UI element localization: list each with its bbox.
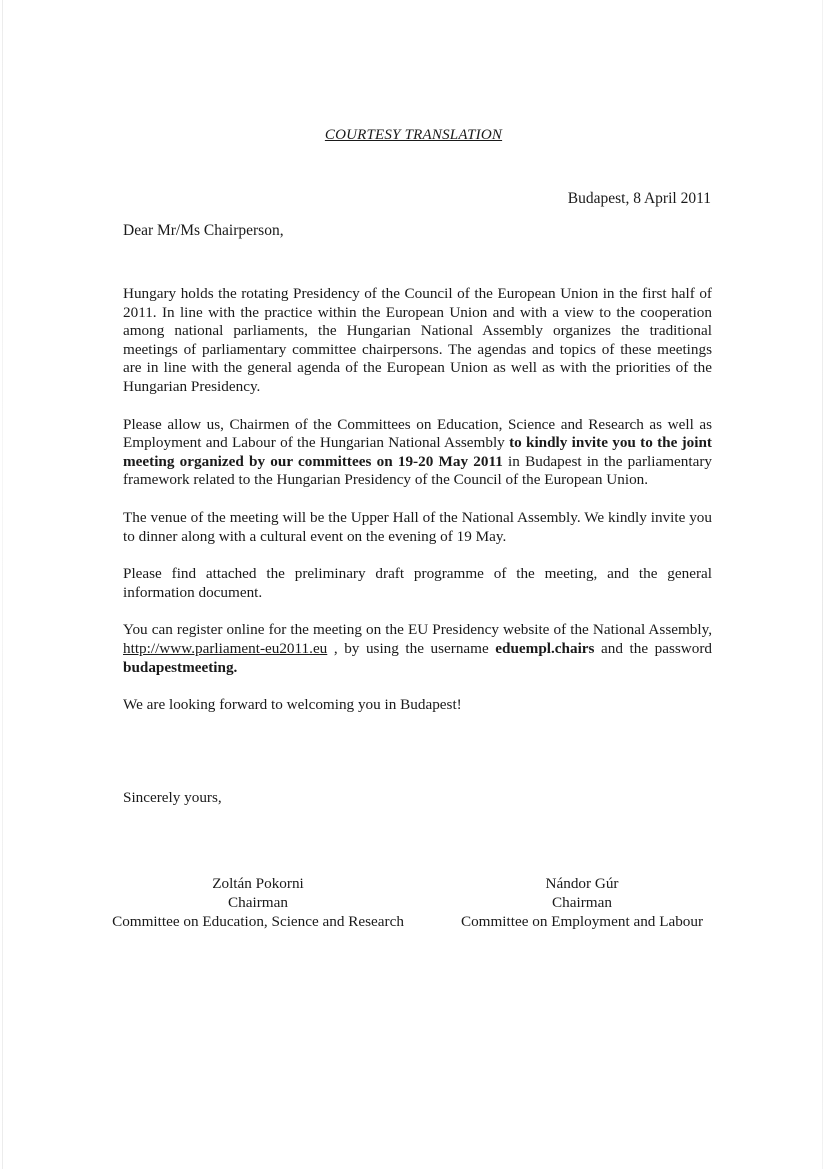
closing: Sincerely yours,	[123, 789, 222, 806]
paragraph-invitation	[123, 416, 712, 490]
signatory-name: Zoltán Pokorni	[212, 875, 304, 892]
paragraph-registration	[123, 621, 712, 677]
invitation-emphasis: to kindly invite you to the joint meeting organized by our committees on 19-20 May 2011	[123, 434, 712, 470]
scan-edge-left	[2, 0, 3, 1169]
dateline: Budapest, 8 April 2011	[567, 190, 711, 207]
paragraph-attachments: Please find attached the preliminary draft programme of the meeting, and the general information document.	[123, 565, 712, 601]
signatory-name: Nándor Gúr	[545, 875, 619, 892]
registration-username: eduempl.chairs	[495, 639, 595, 657]
letter-body	[123, 285, 712, 734]
signature-block-right	[448, 874, 716, 931]
paragraph-presidency: Hungary holds the rotating Presidency of the Council of the European Union in the first half of 2011. In line with the practice within the European Union and with a view to the cooperation among national parliaments, the Hungarian National Assembly organizes the traditional meetings of parliamentary committee chairpersons. The agendas and topics of these meetings are in line with the general agenda of the European Union as well as with the priorities of the Hungarian Presidency.	[123, 285, 712, 395]
registration-password: budapestmeeting.	[123, 658, 238, 676]
signatory-committee: Committee on Education, Science and Research	[112, 913, 404, 930]
signatory-title: Chairman	[228, 894, 288, 911]
invitation-text-start: Please allow us, Chairmen of the Committees on Education, Science and Research as well as Employment and Labour of the Hungarian National Assembly	[123, 415, 712, 452]
scan-edge-right	[822, 0, 823, 1169]
paragraph-venue: The venue of the meeting will be the Upper Hall of the National Assembly. We kindly invite you to dinner along with a cultural event on the evening of 19 May.	[123, 508, 712, 545]
registration-text-and: and the password	[594, 639, 712, 657]
registration-text-start: You can register online for the meeting on the EU Presidency website of the National Assembly,	[123, 621, 712, 639]
signature-block-left	[100, 874, 416, 931]
salutation: Dear Mr/Ms Chairperson,	[123, 222, 284, 239]
registration-text-mid: , by using the username	[327, 639, 496, 657]
paragraph-closing-remark: We are looking forward to welcoming you in Budapest!	[123, 696, 462, 714]
invitation-text-end: in Budapest in the parliamentary framework related to the Hungarian Presidency of the Council of the European Union.	[123, 452, 712, 489]
signatory-title: Chairman	[552, 894, 612, 911]
signatory-committee: Committee on Employment and Labour	[460, 913, 704, 930]
courtesy-translation-header: COURTESY TRANSLATION	[324, 127, 503, 143]
registration-link[interactable]: http://www.parliament-eu2011.eu	[123, 639, 328, 657]
